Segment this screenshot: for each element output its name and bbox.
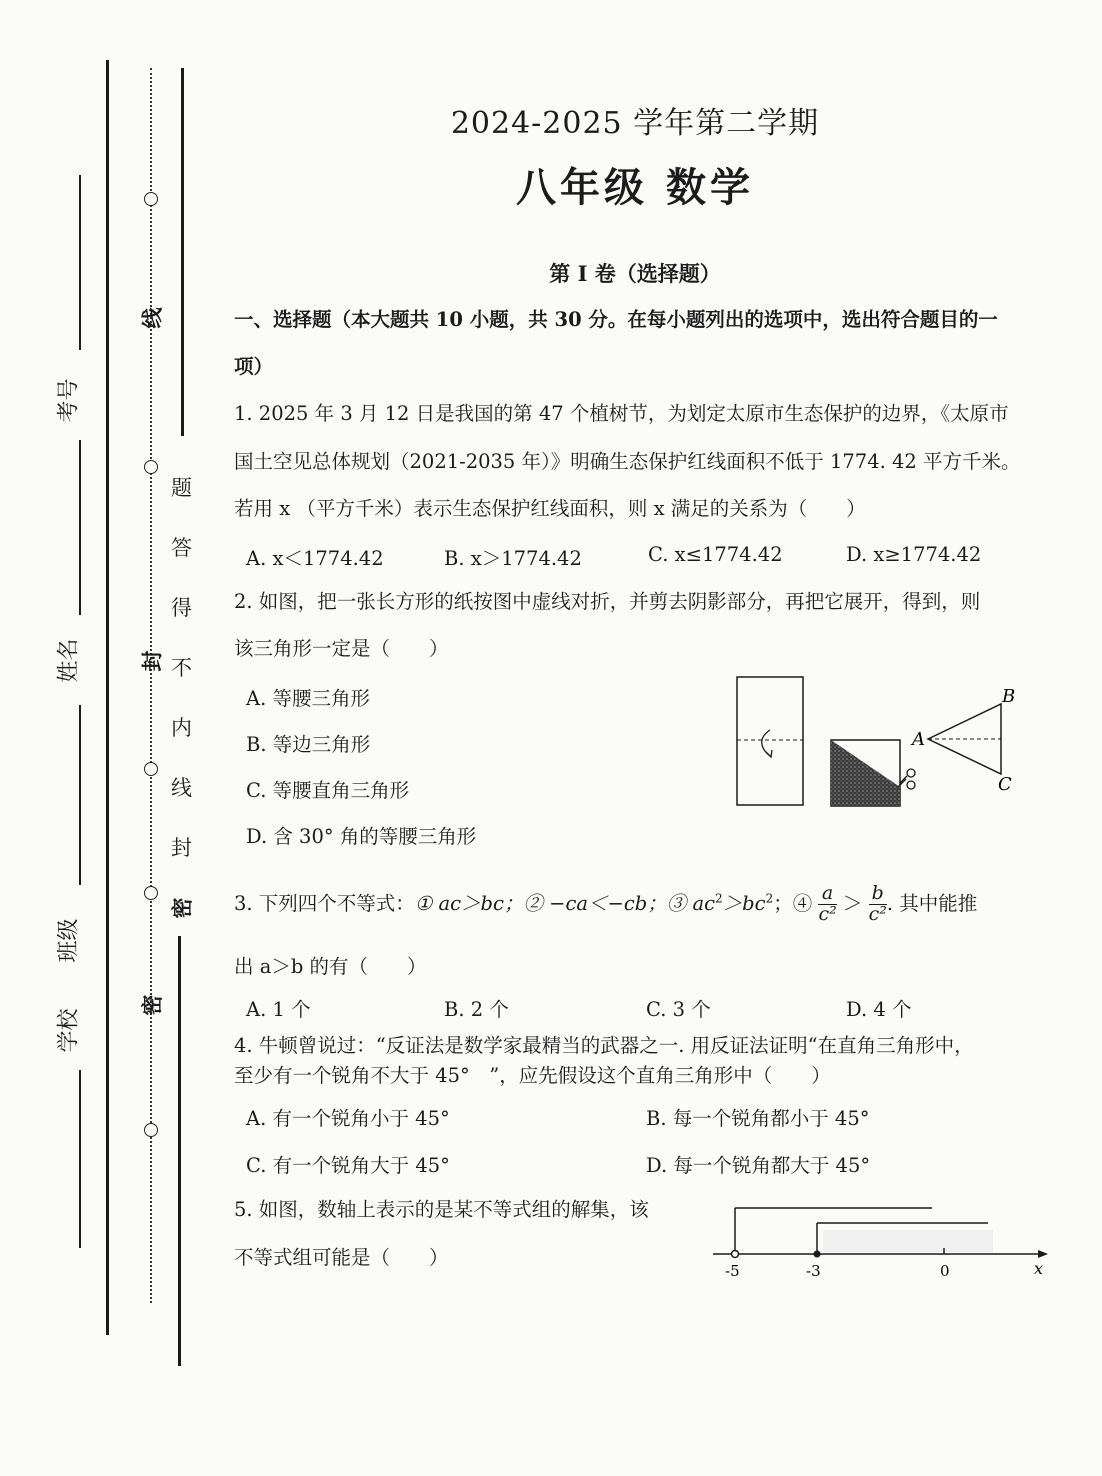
label-b: B xyxy=(1002,686,1016,707)
q2-folding-figure xyxy=(730,670,1050,820)
q3-fraction-a: $\frac{a}{\text{c²}}$ xyxy=(818,882,837,925)
q1-option-c: C. x≤1774.42 xyxy=(648,543,783,566)
binding-hole-5 xyxy=(144,1123,158,1137)
q3-fraction-b: $\frac{b}{\text{c²}}$ xyxy=(868,882,887,925)
tick-label-minus-5: -5 xyxy=(725,1262,740,1280)
info-line-3 xyxy=(79,705,81,885)
seal-seal-char: 封 xyxy=(140,650,165,672)
q1-line-2: 国土空见总体规划（2021-2035 年）》明确生态保护红线面积不低于 1774. 42 平方千米。 xyxy=(234,450,1021,473)
q5-number-line xyxy=(708,1196,1058,1282)
tick-label-minus-3: -3 xyxy=(806,1262,821,1280)
exam-term: 2024-2025 学年第二学期 xyxy=(450,106,820,141)
seal-note-char-6: 线 xyxy=(171,776,192,800)
exam-subject: 八年级 数学 xyxy=(516,165,754,211)
section-instruction-1: 一、选择题（本大题共 10 小题，共 30 分。在每小题列出的选项中，选出符合题目的一 xyxy=(234,308,998,331)
seal-note-char-5: 内 xyxy=(171,716,192,740)
binding-hole-4 xyxy=(144,886,158,900)
q5-line-2: 不等式组可能是（ ） xyxy=(234,1246,449,1269)
seal-note-char-2: 答 xyxy=(171,536,192,560)
tick-label-0: 0 xyxy=(940,1262,950,1280)
q2-option-d: D. 含 30° 角的等腰三角形 xyxy=(246,825,477,848)
q4-option-c: C. 有一个锐角大于 45° xyxy=(246,1154,450,1177)
school-label: 学校 xyxy=(56,1008,82,1053)
q2-line-1: 2. 如图，把一张长方形的纸按图中虚线对折，并剪去阴影部分，再把它展开，得到，则 xyxy=(234,590,981,613)
binding-hole-3 xyxy=(144,762,158,776)
q1-option-a: A. x＜1774.42 xyxy=(246,547,384,570)
q3-option-c: C. 3 个 xyxy=(646,998,711,1021)
info-line-4 xyxy=(79,1070,81,1248)
seal-secret-char-2: 密 xyxy=(140,994,165,1016)
q2-option-a: A. 等腰三角形 xyxy=(246,687,370,710)
section-title: 第 I 卷（选择题） xyxy=(549,261,721,286)
q2-option-b: B. 等边三角形 xyxy=(246,733,371,756)
q3-sup-1: 2 xyxy=(715,891,723,906)
binding-outer-line-top xyxy=(106,60,109,1335)
q5-line-1: 5. 如图，数轴上表示的是某不等式组的解集，该 xyxy=(234,1198,649,1221)
closed-point-minus-3 xyxy=(814,1251,821,1258)
q3-line-2: 出 a＞b 的有（ ） xyxy=(234,955,427,978)
q3-ineq-3c: ；④ xyxy=(773,891,813,915)
q3-ineq-2: ② −ca＜−cb； xyxy=(523,891,667,915)
q3-ineq-3b: ＞bc xyxy=(722,891,766,915)
q3-ineq-1: ① ac＞bc； xyxy=(414,891,524,915)
axis-label-x: x xyxy=(1034,1259,1044,1278)
q3-prefix: 3. 下列四个不等式： xyxy=(234,891,415,915)
binding-hole-2 xyxy=(144,460,158,474)
label-a: A xyxy=(912,729,925,750)
seal-line-char: 线 xyxy=(140,307,165,329)
q4-option-d: D. 每一个锐角都大于 45° xyxy=(646,1154,871,1177)
cut-shaded-region xyxy=(831,740,900,806)
open-point-minus-5 xyxy=(732,1251,739,1258)
q1-option-b: B. x＞1774.42 xyxy=(444,547,582,570)
paper-rectangle xyxy=(737,677,803,805)
q3-sup-2: 2 xyxy=(765,891,774,906)
binding-inner-line-bottom xyxy=(178,936,181,1366)
seal-secret-char-1: 密 xyxy=(170,897,195,919)
q4-option-a: A. 有一个锐角小于 45° xyxy=(246,1107,450,1130)
fold-arrow-icon xyxy=(762,730,770,756)
section-instruction-2: 项） xyxy=(234,355,274,378)
student-no-label: 考号 xyxy=(56,378,82,423)
axis-arrow-icon xyxy=(1038,1250,1048,1258)
class-label: 班级 xyxy=(56,918,82,963)
q3-statement xyxy=(234,884,977,925)
q1-option-d: D. x≥1774.42 xyxy=(846,543,982,566)
q3-option-d: D. 4 个 xyxy=(846,998,912,1021)
q3-gt: ＞ xyxy=(842,891,863,915)
name-label: 姓名 xyxy=(56,638,82,683)
seal-note-char-1: 题 xyxy=(171,476,192,500)
q4-line-1: 4. 牛顿曾说过：“反证法是数学家最精当的武器之一. 用反证法证明“在直角三角形中， xyxy=(234,1034,974,1057)
seal-note-char-3: 得 xyxy=(171,596,192,620)
q3-option-b: B. 2 个 xyxy=(444,998,509,1021)
q3-ineq-3a: ③ ac xyxy=(666,891,716,915)
seal-note-char-7: 封 xyxy=(171,836,192,860)
seal-note-char-4: 不 xyxy=(171,656,192,680)
q2-option-c: C. 等腰直角三角形 xyxy=(246,779,410,802)
q3-tail: . 其中能推 xyxy=(886,891,978,915)
q3-option-a: A. 1 个 xyxy=(246,998,311,1021)
info-line-2 xyxy=(79,440,81,615)
q1-line-1: 1. 2025 年 3 月 12 日是我国的第 47 个植树节，为划定太原市生态保护的边界，《太原市 xyxy=(234,402,1009,425)
q4-line-2: 至少有一个锐角不大于 45° ”，应先假设这个直角三角形中（ ） xyxy=(234,1064,831,1087)
q4-option-b: B. 每一个锐角都小于 45° xyxy=(646,1107,870,1130)
q2-line-2: 该三角形一定是（ ） xyxy=(234,637,449,660)
binding-dotted-line xyxy=(150,68,152,1303)
label-c: C xyxy=(998,774,1012,795)
q1-line-3: 若用 x （平方千米）表示生态保护红线面积，则 x 满足的关系为（ ） xyxy=(234,497,866,520)
